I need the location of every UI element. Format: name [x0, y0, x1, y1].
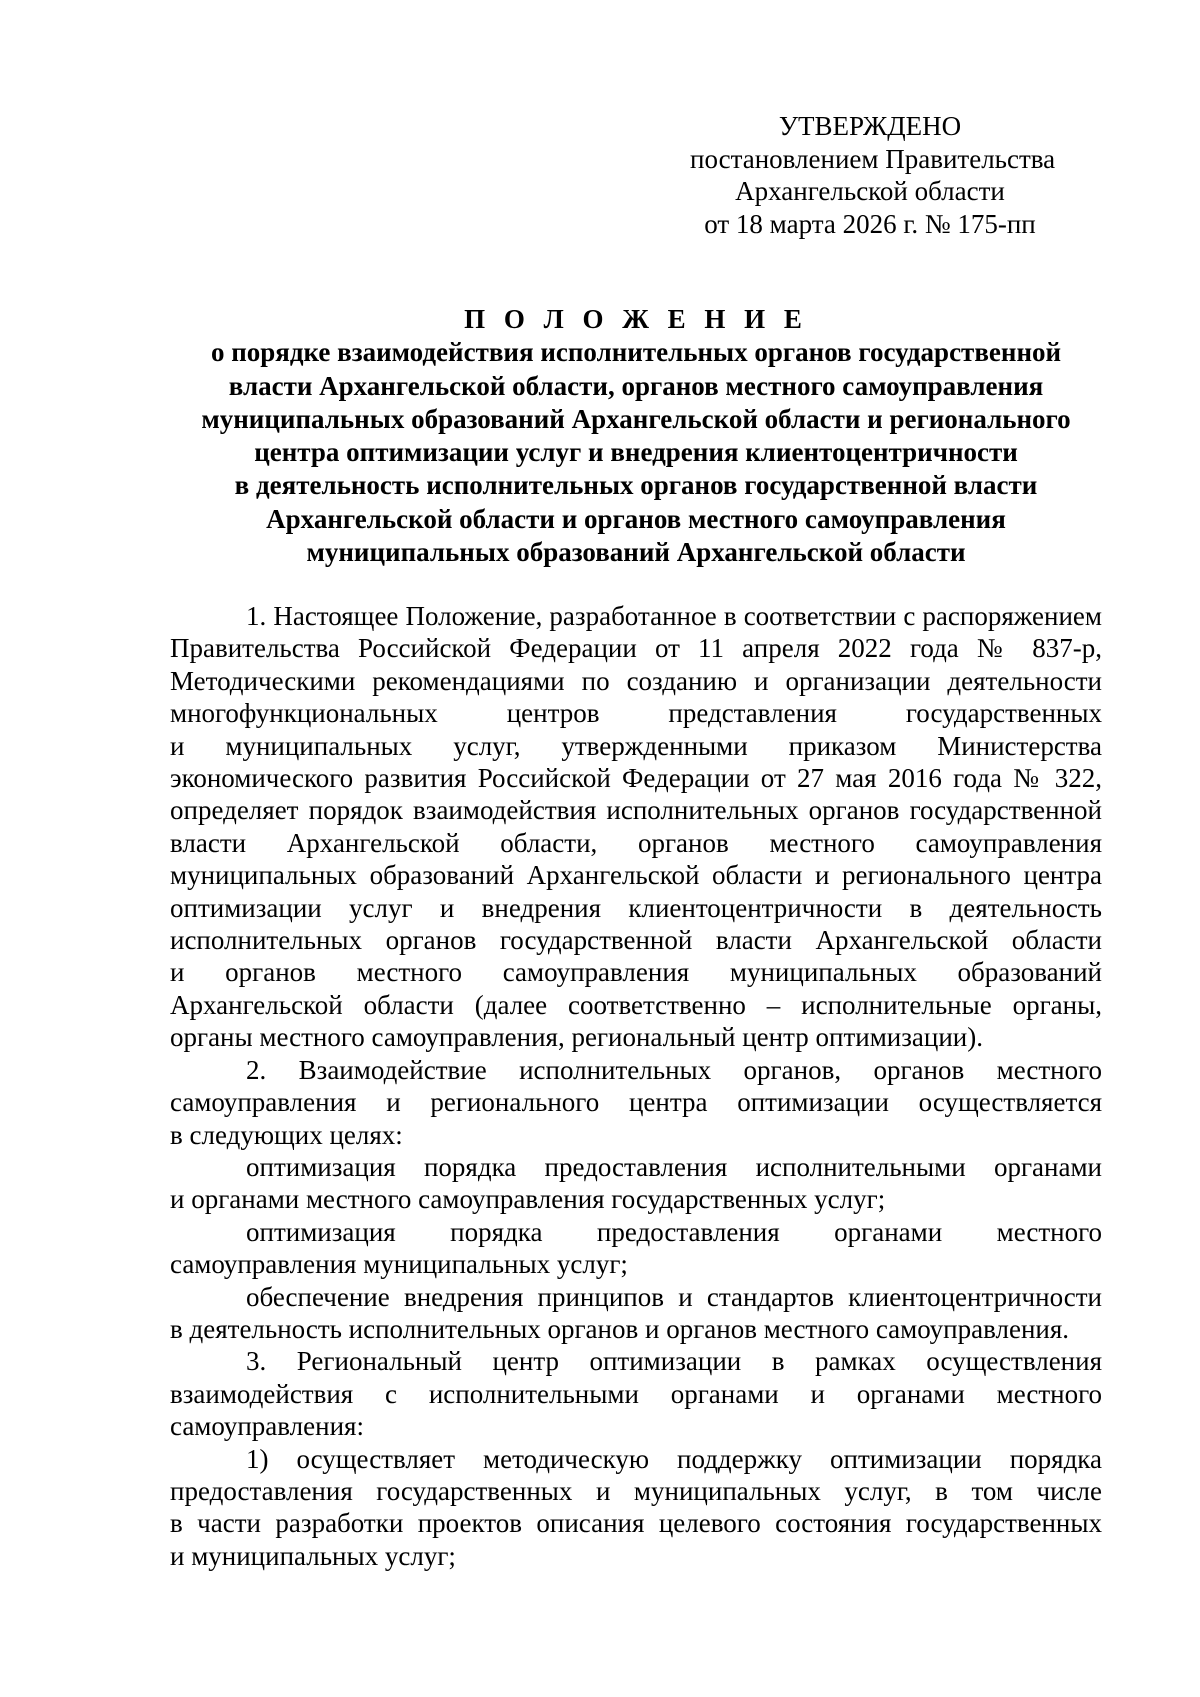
paragraph-2 [170, 1054, 1102, 1151]
text-line: самоуправления и регионального центра оптимизации осуществляется [170, 1087, 1102, 1118]
text-line: самоуправления: [170, 1411, 364, 1442]
paragraph-3 [170, 1345, 1102, 1442]
text-line: оптимизации услуг и внедрения клиентоцентричности в деятельность [170, 892, 1102, 923]
heading-line: о порядке взаимодействия исполнительных органов государственной [210, 337, 1062, 368]
text-line: взаимодействия с исполнительными органами и органами местного [170, 1378, 1102, 1409]
text-line: 2. Взаимодействие исполнительных органов, органов местного [246, 1054, 1102, 1085]
goal-item-1 [170, 1151, 1102, 1216]
goal-item-2 [170, 1216, 1102, 1281]
text-line: многофункциональных центров представления государственных [170, 698, 1102, 729]
text-line: 1. Настоящее Положение, разработанное в соответствии с распоряжением [246, 601, 1102, 631]
text-line: и органами местного самоуправления государственных услуг; [170, 1184, 886, 1215]
heading-line: власти Архангельской области, органов местного самоуправления [228, 370, 1044, 401]
text-line: Архангельской области (далее соответственно – исполнительные органы, [170, 989, 1102, 1020]
text-line: определяет порядок взаимодействия исполнительных органов государственной [170, 795, 1102, 826]
approval-stamp [690, 110, 1056, 240]
text-line: предоставления государственных и муниципальных услуг, в том числе [170, 1475, 1102, 1506]
approval-line-3: Архангельской области [735, 176, 1005, 206]
text-line: в деятельность исполнительных органов и органов местного самоуправления. [170, 1313, 1070, 1344]
goal-item-3 [170, 1281, 1102, 1346]
text-line: Правительства Российской Федерации от 11 апреля 2022 года № 837-р, [170, 633, 1102, 664]
text-line: в части разработки проектов описания целевого состояния государственных [170, 1508, 1102, 1539]
text-line: самоуправления муниципальных услуг; [170, 1249, 628, 1280]
document-body [170, 600, 1102, 1572]
heading-line: муниципальных образований Архангельской области и регионального [201, 403, 1071, 434]
approval-line-2: постановлением Правительства [690, 143, 1056, 174]
text-line: оптимизация порядка предоставления органами местного [246, 1216, 1102, 1247]
text-line: 1) осуществляет методическую поддержку оптимизации порядка [246, 1443, 1102, 1474]
paragraph-1 [170, 600, 1102, 1054]
document-heading [170, 303, 1102, 569]
heading-line: муниципальных образований Архангельской области [306, 537, 966, 568]
text-line: и органов местного самоуправления муниципальных образований [170, 957, 1102, 988]
text-line: обеспечение внедрения принципов и стандартов клиентоцентричности [246, 1281, 1102, 1312]
text-line: и муниципальных услуг; [170, 1540, 456, 1571]
heading-line: Архангельской области и органов местного самоуправления [266, 503, 1006, 534]
text-line: экономического развития Российской Федерации от 27 мая 2016 года № 322, [170, 763, 1102, 794]
subitem-1 [170, 1443, 1102, 1573]
text-line: и муниципальных услуг, утвержденными приказом Министерства [170, 730, 1102, 761]
text-line: власти Архангельской области, органов местного самоуправления [170, 827, 1102, 858]
text-line: органы местного самоуправления, региональный центр оптимизации). [170, 1022, 983, 1053]
approval-line-4: от 18 марта 2026 г. № 175-пп [704, 208, 1036, 239]
text-line: оптимизация порядка предоставления исполнительными органами [246, 1151, 1102, 1182]
text-line: Методическими рекомендациями по созданию и организации деятельности [170, 665, 1102, 696]
heading-line: в деятельность исполнительных органов государственной власти [234, 470, 1038, 501]
text-line: 3. Региональный центр оптимизации в рамках осуществления [246, 1346, 1102, 1377]
text-line: исполнительных органов государственной власти Архангельской области [170, 925, 1102, 956]
text-line: в следующих целях: [170, 1119, 403, 1150]
document-title: П О Л О Ж Е Н И Е [464, 304, 808, 334]
heading-line: центра оптимизации услуг и внедрения клиентоцентричности [254, 437, 1018, 468]
approval-line-1: УТВЕРЖДЕНО [778, 111, 962, 141]
text-line: муниципальных образований Архангельской области и регионального центра [170, 860, 1102, 891]
